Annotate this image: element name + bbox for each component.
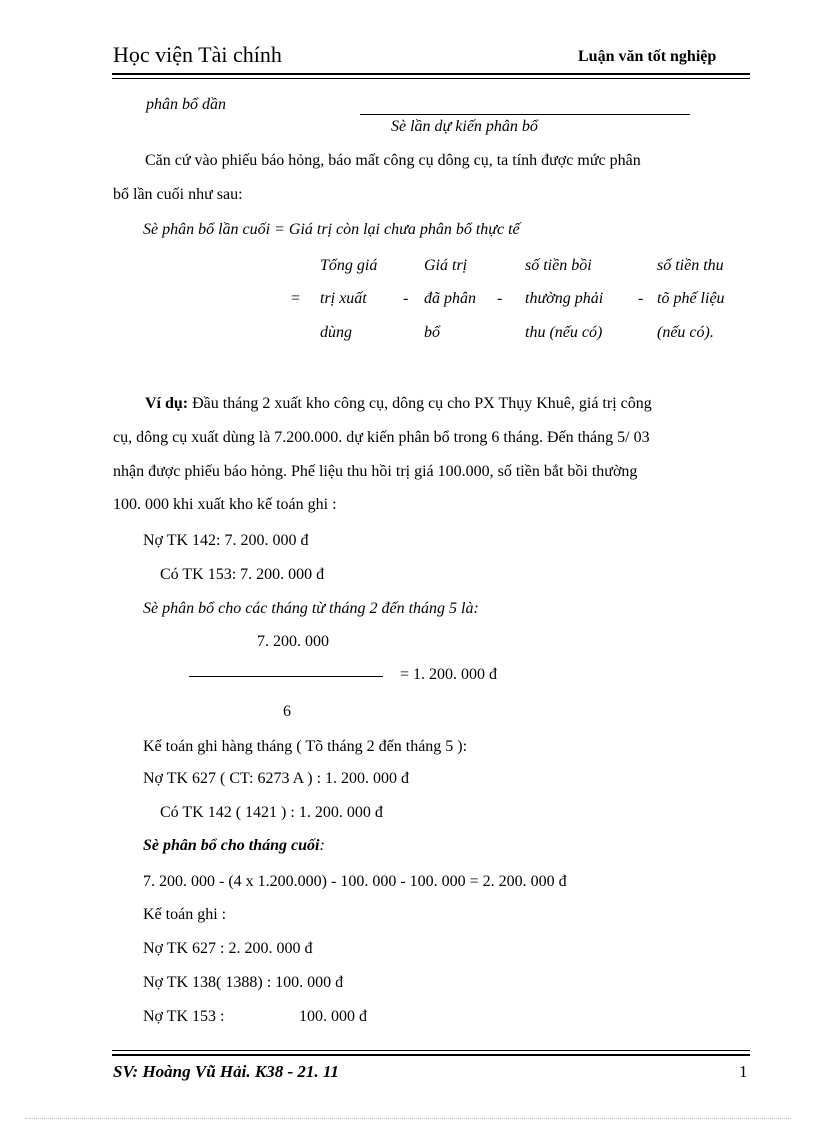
example-label: Ví dụ: (145, 395, 189, 412)
formula2-col4-line3: (nếu có). (657, 324, 714, 341)
fraction-bar-1 (360, 114, 690, 115)
header-doc-type: Luận văn tốt nghiệp (578, 48, 717, 65)
final-entry-153-value: 100. 000 đ (299, 1008, 367, 1025)
example-line1-text: Đầu tháng 2 xuất kho công cụ, dông cụ cho PX Thụy Khuê, giá trị công (188, 395, 652, 412)
final-calc: 7. 200. 000 - (4 x 1.200.000) - 100. 000 - 100. 000 = 2. 200. 000 đ (143, 873, 567, 890)
header-school: Học viện Tài chính (113, 42, 282, 67)
footer-student: SV: Hoàng Vũ Hải. K38 - 21. 11 (113, 1062, 339, 1081)
footer-rule (112, 1054, 750, 1056)
final-intro: Kế toán ghi : (143, 906, 227, 923)
formula2-col1-line3: dùng (320, 324, 352, 341)
formula2-minus-2: - (497, 290, 503, 307)
monthly-result: = 1. 200. 000 đ (400, 666, 498, 683)
formula2-col4-line2: tõ phế liệu (657, 290, 725, 307)
formula2-col2-line1: Giá trị (424, 257, 468, 274)
formula2-col1-line1: Tổng giá (320, 257, 378, 274)
final-entry-153-label: Nợ TK 153 : (143, 1008, 225, 1025)
monthly-denominator: 6 (283, 703, 291, 720)
final-entry-138: Nợ TK 138( 1388) : 100. 000 đ (143, 974, 344, 991)
monthly-numerator: 7. 200. 000 (257, 633, 329, 650)
monthly-entries-intro: Kế toán ghi hàng tháng ( Tõ tháng 2 đến tháng 5 ): (143, 738, 468, 755)
formula1-left: phân bổ dần (146, 96, 226, 113)
header-rule-thin (112, 78, 750, 79)
paragraph1-line2: bổ lần cuối như sau: (113, 186, 243, 203)
formula2-col4-line1: số tiền thu (657, 257, 724, 274)
formula1-denominator: Sè lần dự kiến phân bổ (391, 118, 538, 135)
formula2-col2-line3: bổ (424, 324, 440, 341)
formula2-lhs: Sè phân bổ lần cuối = Giá trị còn lại chưa phân bổ thực tế (143, 221, 520, 238)
final-heading (143, 837, 325, 855)
monthly-entry-debit: Nợ TK 627 ( CT: 6273 A ) : 1. 200. 000 đ (143, 770, 410, 787)
formula2-equals: = (291, 290, 301, 307)
monthly-entry-credit: Có TK 142 ( 1421 ) : 1. 200. 000 đ (160, 804, 383, 821)
formula2-col2-line2: đã phân (424, 290, 476, 307)
paragraph1-line1: Căn cứ vào phiếu báo hỏng, báo mất công cụ dông cụ, ta tính được mức phân (145, 152, 641, 169)
example-line1 (145, 395, 652, 413)
monthly-intro: Sè phân bổ cho các tháng từ tháng 2 đến tháng 5 là: (143, 600, 479, 617)
formula2-minus-3: - (638, 290, 644, 307)
formula2-col1-line2: trị xuất (320, 290, 367, 307)
example-line3: nhận được phiếu báo hỏng. Phế liệu thu hồi trị giá 100.000, số tiền bắt bồi thường (113, 463, 638, 480)
formula2-minus-1: - (403, 290, 409, 307)
final-entry-627: Nợ TK 627 : 2. 200. 000 đ (143, 940, 313, 957)
example-line2: cụ, dông cụ xuất dùng là 7.200.000. dự kiến phân bổ trong 6 tháng. Đến tháng 5/ 03 (113, 429, 650, 446)
entry-credit-153: Có TK 153: 7. 200. 000 đ (160, 566, 325, 583)
formula2-col3-line1: số tiền bồi (525, 257, 592, 274)
entry-debit-142: Nợ TK 142: 7. 200. 000 đ (143, 532, 309, 549)
page-number: 1 (739, 1062, 748, 1081)
page-edge-dotted (25, 1118, 791, 1119)
formula2-col3-line2: thường phải (525, 290, 604, 307)
example-line4: 100. 000 khi xuất kho kế toán ghi : (113, 496, 337, 513)
final-heading-colon: : (319, 837, 325, 854)
fraction-bar-2 (189, 676, 383, 677)
final-heading-text: Sè phân bổ cho tháng cuối (143, 837, 320, 854)
formula2-col3-line3: thu (nếu có) (525, 324, 603, 341)
header-rule (112, 73, 750, 75)
footer-rule-thin (112, 1050, 750, 1051)
